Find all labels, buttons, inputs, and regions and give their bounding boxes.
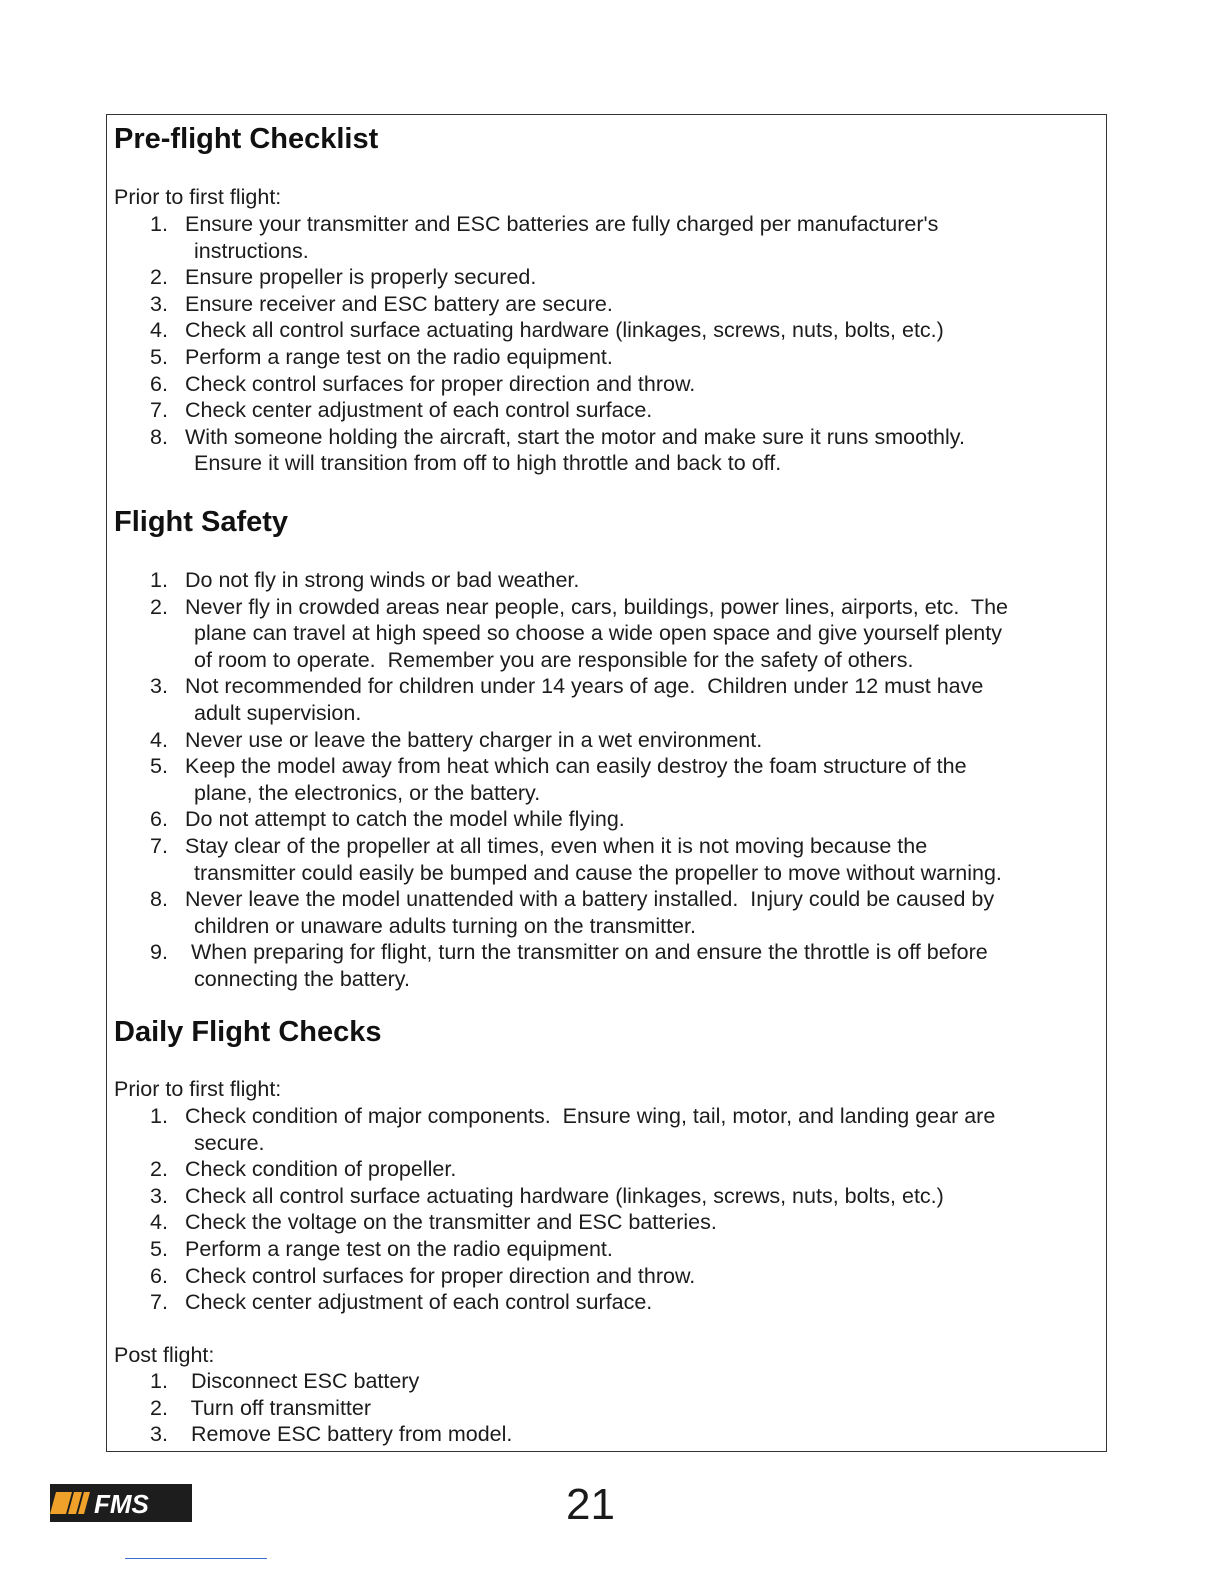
item-number: 2. [150,265,168,290]
post-flight-list [150,1368,1090,1448]
preflight-list [150,211,1090,477]
item-text-continuation: adult supervision. [194,700,362,725]
list-item [150,1236,1090,1263]
item-text: Ensure your transmitter and ESC batteries are fully charged per manufacturer's [185,212,939,236]
item-number: 1. [150,568,168,592]
item-text: Turn off transmitter [185,1395,372,1420]
item-number: 2. [150,594,168,619]
list-item [150,1183,1090,1210]
item-number: 6. [150,371,168,396]
item-number: 5. [150,344,168,369]
item-number: 6. [150,1263,168,1288]
list-item [150,424,1090,477]
item-text-continuation: connecting the battery. [194,966,410,991]
item-number: 1. [150,212,168,236]
item-text: Disconnect ESC battery [185,1369,420,1393]
list-item [150,1103,1090,1156]
list-item [150,371,1090,398]
item-text-continuation: plane, the electronics, or the battery. [194,780,541,805]
item-text-continuation: instructions. [194,238,309,263]
item-text: Check control surfaces for proper direction and throw. [185,371,696,396]
fms-logo-graphic [50,1484,192,1522]
list-item [150,727,1100,754]
item-number: 5. [150,1236,168,1261]
item-number: 8. [150,887,168,912]
item-text: Remove ESC battery from model. [185,1422,513,1447]
item-text: Never fly in crowded areas near people, cars, buildings, power lines, airports, etc. The [185,594,1008,619]
link-underline [125,1558,267,1559]
item-text-continuation: transmitter could easily be bumped and cause the propeller to move without warning. [194,860,1002,885]
item-number: 8. [150,424,168,449]
item-text: Stay clear of the propeller at all times, even when it is not moving because the [185,833,928,858]
item-text: Never leave the model unattended with a battery installed. Injury could be caused by [185,887,995,912]
item-number: 4. [150,1210,168,1235]
list-item [150,1395,1090,1422]
item-text: Never use or leave the battery charger in a wet environment. [185,727,763,752]
list-item [150,567,1100,594]
item-text: Check control surfaces for proper direction and throw. [185,1263,696,1288]
item-number: 1. [150,1104,168,1128]
item-number: 7. [150,398,168,423]
list-item [150,1263,1090,1290]
item-text: Check all control surface actuating hardware (linkages, screws, nuts, bolts, etc.) [185,318,944,343]
list-item [150,673,1100,726]
item-number: 2. [150,1395,168,1420]
item-text: Do not attempt to catch the model while flying. [185,807,625,832]
item-number: 7. [150,1290,168,1315]
item-text: Check center adjustment of each control surface. [185,398,653,423]
list-item [150,344,1090,371]
item-text: Not recommended for children under 14 years of age. Children under 12 must have [185,674,984,699]
daily-title: Daily Flight Checks [114,1016,382,1048]
preflight-intro: Prior to first flight: [114,185,282,209]
item-text: When preparing for flight, turn the transmitter on and ensure the throttle is off before [185,940,988,965]
item-number: 3. [150,1183,168,1208]
item-text-continuation: children or unaware adults turning on the transmitter. [194,913,696,938]
list-item [150,1156,1090,1183]
list-item [150,317,1090,344]
list-item [150,833,1100,886]
list-item [150,594,1100,674]
item-text: Check the voltage on the transmitter and ESC batteries. [185,1210,717,1235]
list-item [150,1421,1090,1448]
list-item [150,939,1100,992]
list-item [150,211,1090,264]
item-number: 3. [150,1422,168,1447]
safety-title: Flight Safety [114,506,289,538]
item-number: 7. [150,833,168,858]
item-text: Ensure receiver and ESC battery are secure. [185,291,613,316]
item-text-continuation: of room to operate. Remember you are responsible for the safety of others. [194,647,914,672]
list-item [150,753,1100,806]
list-item [150,1209,1090,1236]
page-number: 21 [566,1480,615,1529]
item-text: Check center adjustment of each control surface. [185,1290,653,1315]
item-text-continuation: plane can travel at high speed so choose a wide open space and give yourself plenty [194,621,1002,646]
item-text: Do not fly in strong winds or bad weather. [185,568,580,592]
fms-logo [50,1484,192,1522]
item-text: Ensure propeller is properly secured. [185,265,537,290]
list-item [150,1368,1090,1395]
item-number: 2. [150,1157,168,1182]
item-number: 3. [150,291,168,316]
daily-list [150,1103,1090,1316]
item-number: 5. [150,754,168,779]
preflight-title: Pre-flight Checklist [114,123,379,155]
item-number: 3. [150,674,168,699]
item-text: Perform a range test on the radio equipment. [185,1236,613,1261]
item-text: Perform a range test on the radio equipment. [185,344,613,369]
list-item [150,806,1100,833]
list-item [150,397,1090,424]
item-number: 9. [150,940,168,965]
item-text: Check all control surface actuating hardware (linkages, screws, nuts, bolts, etc.) [185,1183,944,1208]
list-item [150,264,1090,291]
item-text: Check condition of propeller. [185,1157,457,1182]
item-text-continuation: Ensure it will transition from off to high throttle and back to off. [194,451,782,476]
list-item [150,1289,1090,1316]
item-number: 1. [150,1369,168,1393]
item-text: Check condition of major components. Ensure wing, tail, motor, and landing gear are [185,1104,996,1128]
list-item [150,291,1090,318]
item-text: With someone holding the aircraft, start the motor and make sure it runs smoothly. [185,424,965,449]
item-number: 4. [150,727,168,752]
safety-list [150,567,1100,993]
fms-logo-text: FMS [94,1489,149,1519]
item-number: 4. [150,318,168,343]
list-item [150,886,1100,939]
item-text: Keep the model away from heat which can easily destroy the foam structure of the [185,754,967,779]
item-number: 6. [150,807,168,832]
item-text-continuation: secure. [194,1130,265,1155]
post-flight-intro: Post flight: [114,1343,215,1367]
daily-intro: Prior to first flight: [114,1077,282,1101]
